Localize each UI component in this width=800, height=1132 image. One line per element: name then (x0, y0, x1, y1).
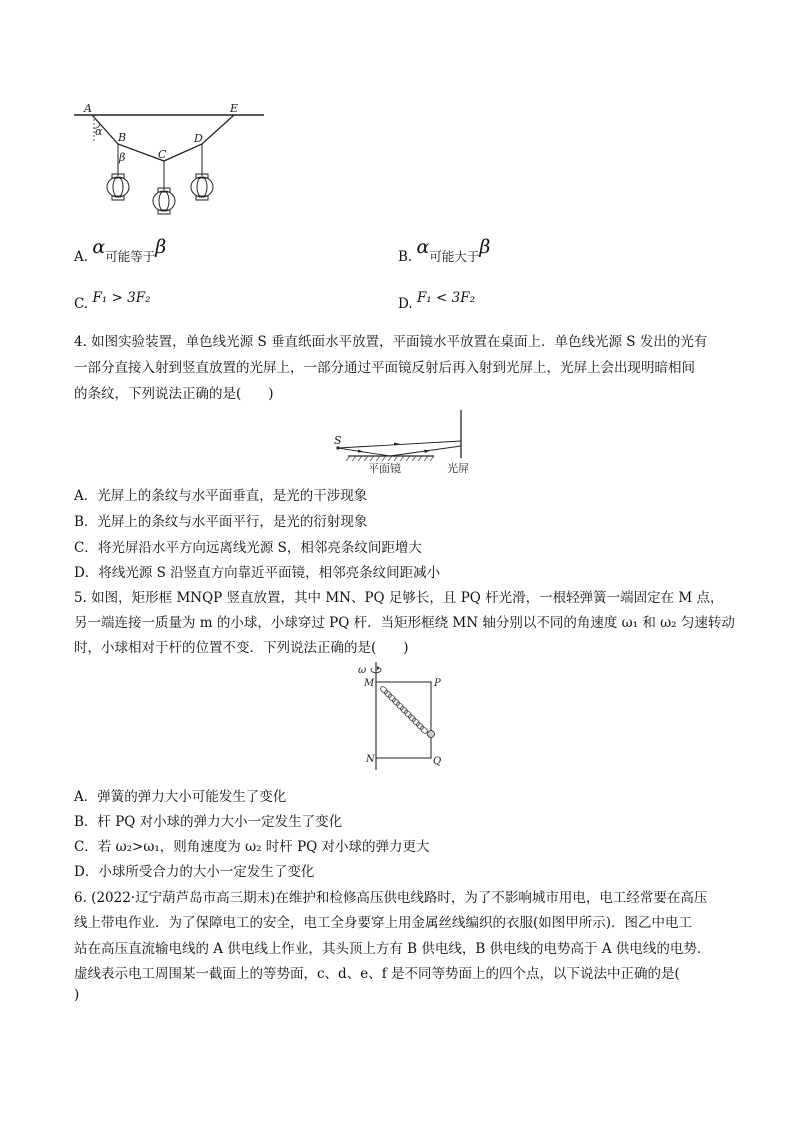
label-C: C (158, 148, 167, 161)
q6-line-1: 6. (2022·辽宁葫芦岛市高三期末)在维护和检修高压供电线路时，为了不影响城市用电，电工经常要在高压 (74, 890, 708, 906)
lantern-figure (72, 98, 268, 220)
q4-option-d: D．将线光源 S 沿竖直方向靠近平面镜，相邻亮条纹间距减小 (74, 565, 441, 581)
q5-line-3: 时，小球相对于杆的位置不变．下列说法正确的是( ) (74, 640, 409, 656)
spring-frame-figure (352, 660, 452, 772)
label-A: A (84, 102, 92, 115)
q4-option-a: A．光屏上的条纹与水平面垂直，是光的干涉现象 (74, 488, 368, 504)
q5-option-d: D．小球所受合力的大小一定发生了变化 (74, 864, 315, 880)
label-screen: 光屏 (447, 462, 469, 474)
label-mirror: 平面镜 (368, 462, 401, 474)
q3-option-c: C. F₁ > 3F₂ (74, 290, 151, 312)
label-m: M (364, 678, 375, 689)
q5-line-1: 5. 如图，矩形框 MNQP 竖直放置，其中 MN、PQ 足够长，且 PQ 杆光滑，一根轻弹簧一端固定在 M 点， (74, 590, 724, 606)
lantern-middle (153, 188, 175, 214)
q5-option-c: C．若 ω₂>ω₁，则角速度为 ω₂ 时杆 PQ 对小球的弹力更大 (74, 839, 430, 855)
q3-option-d: D. F₁ < 3F₂ (398, 290, 475, 312)
label-n: N (366, 754, 375, 765)
q4-option-b: B．光屏上的条纹与水平面平行，是光的衍射现象 (74, 514, 368, 530)
label-alpha: α (95, 125, 103, 138)
label-beta: β (119, 151, 126, 164)
label-D: D (194, 132, 203, 145)
q4-option-c: C．将光屏沿水平方向远离线光源 S，相邻亮条纹间距增大 (74, 540, 422, 556)
q5-option-a: A．弹簧的弹力大小可能发生了变化 (74, 789, 287, 805)
q3-option-a: A. α可能等于β (74, 236, 167, 265)
label-q: Q (433, 756, 442, 767)
q6-line-4: 虚线表示电工周围某一截面上的等势面，c、d、e、f 是不同等势面上的四个点，以下说法中正确的是( (74, 966, 680, 982)
lantern-right (191, 174, 213, 200)
q3-option-b: B. α可能大于β (398, 236, 491, 265)
label-s: S (334, 434, 342, 447)
q6-line-2: 线上带电作业．为了保障电工的安全，电工全身要穿上用金属丝线编织的衣服(如图甲所示)．图乙中电工 (74, 915, 693, 931)
label-p: P (434, 678, 441, 689)
q6-line-3: 站在高压直流输电线的 A 供电线上作业，其头顶上方有 B 供电线，B 供电线的电势高于 A 供电线的电势． (74, 941, 711, 957)
q5-option-b: B．杆 PQ 对小球的弹力大小一定发生了变化 (74, 814, 343, 830)
mirror-figure (330, 408, 480, 474)
q4-line-3: 的条纹，下列说法正确的是( ) (74, 386, 274, 402)
label-E: E (230, 102, 239, 115)
q4-line-1: 4. 如图实验装置，单色线光源 S 垂直纸面水平放置，平面镜水平放置在桌面上．单色线光源 S 发出的光有 (74, 334, 708, 350)
q5-line-2: 另一端连接一质量为 m 的小球，小球穿过 PQ 杆．当矩形框绕 MN 轴分别以不同的角速度 ω₁ 和 ω₂ 匀速转动 (74, 615, 735, 631)
q4-line-2: 一部分直接入射到竖直放置的光屏上，一部分通过平面镜反射后再入射到光屏上，光屏上会出现明暗相间 (74, 360, 695, 376)
label-omega: ω (358, 665, 367, 676)
q6-line-5: ) (74, 987, 80, 1003)
label-B: B (118, 131, 127, 144)
lantern-left (107, 174, 129, 200)
